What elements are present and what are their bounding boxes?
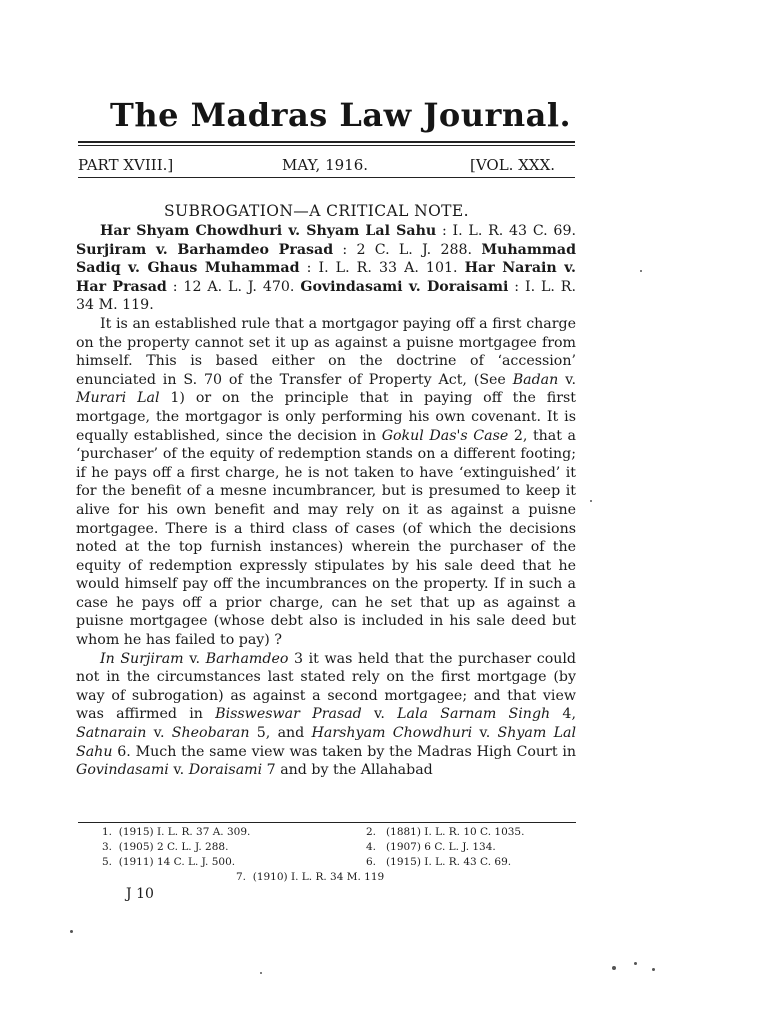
paragraph-text: 4,: [550, 706, 576, 723]
paragraph-2: [76, 650, 576, 780]
footnote-row: [86, 840, 586, 855]
footnote-text: (1910) I. L. R. 34 M. 119: [252, 871, 385, 883]
issue-date: MAY, 1916.: [282, 156, 369, 174]
paragraph-text: 2, that a ‘purchaser’ of the equity of redemption stands on a different footing; if he pays off a first charge, he is not taken to have ‘extinguished’ it for the benefit of a mesne incumbrancer, but is presumed to keep it alive for his own benefit and may rely on it as against a puisne mortgagee. There is a third class of cases (of which the decisions noted at the top furnish instances) wherein the purchaser of the equity of redemption expressly stipulates by his sale deed that he would himself pay off the incumbrances on the property. If in such a case he pays off a prior charge, can he set that up as against a puisne mortgagee (whose debt also is included in his sale deed but whom he has failed to pay) ?: [76, 427, 576, 649]
case-name: Barhamdeo: [205, 650, 289, 667]
header-rule: [78, 141, 575, 143]
footnote-6: [366, 855, 511, 870]
issue-rule: [78, 177, 575, 178]
scan-speck: [260, 972, 262, 974]
paragraph-text: It is an established rule that a mortgagor paying off a first charge on the property cannot set it up as against a puisne mortgagee from himself. This is based either on the doctrine of ‘accession’ enunciated in S. 70 of the Transfer of Property Act, (See: [76, 315, 576, 388]
case-citation: I. L. R. 34 M. 119.: [76, 278, 576, 314]
paragraph-text: 3 it was held that the purchaser could not in the circumstances last stated rely on the first mortgage (by way of subrogation) as against a second mortgagee; and that view was affirmed in: [76, 650, 576, 723]
footnotes: [86, 825, 586, 885]
footnote-5: [102, 855, 235, 870]
case-name: Murari Lal: [76, 390, 160, 407]
case-parties: Surjiram v. Barhamdeo Prasad: [76, 241, 334, 258]
footnote-number: 4.: [366, 841, 377, 853]
footnote-text: (1915) I. L. R. 43 C. 69.: [386, 856, 512, 868]
scan-speck: [652, 968, 655, 971]
footnote-number: 3.: [102, 841, 113, 853]
case-citation: I. L. R. 33 A. 101.: [318, 260, 458, 277]
footnote-text: (1881) I. L. R. 10 C. 1035.: [386, 826, 525, 838]
footnote-text: (1915) I. L. R. 37 A. 309.: [118, 826, 251, 838]
case-name: Satnarain: [76, 725, 147, 742]
footnote-number: 7.: [236, 871, 247, 883]
case-citation: 2 C. L. J. 288.: [356, 241, 473, 258]
footnote-number: 1.: [102, 826, 113, 838]
issue-volume: [VOL. XXX.: [470, 156, 556, 174]
article-title: SUBROGATION—A CRITICAL NOTE.: [164, 202, 469, 220]
case-parties: Har Shyam Chowdhuri v. Shyam Lal Sahu: [100, 223, 437, 239]
scan-speck: [590, 500, 592, 502]
article-body: [76, 222, 576, 780]
cases-cited: Har Shyam Chowdhuri v. Shyam Lal Sahu : I. L. R. 43 C. 69. Surjiram v. Barhamdeo Prasad : 2 C. L. J. 288. Muhammad Sadiq v. Ghaus Muhammad : I. L. R. 33 A. 101. Har Narain v. Har Prasad : 12 A. L. J. 470. Govindasami v. Doraisami : I. L. R. 34 M. 119.: [76, 223, 576, 314]
versus: v.: [558, 371, 576, 388]
footnote-text: (1907) 6 C. L. J. 134.: [386, 841, 496, 853]
footnote-4: [366, 840, 496, 855]
versus: v.: [361, 706, 398, 723]
paragraph-text: 7 and by the Allahabad: [262, 762, 433, 779]
footnote-rule: [78, 822, 576, 823]
paragraph-text: 6. Much the same view was taken by the Madras High Court in: [112, 743, 576, 760]
case-parties: Muhammad Sadiq v. Ghaus Muhammad: [76, 241, 576, 277]
footnote-text: (1911) 14 C. L. J. 500.: [118, 856, 236, 868]
versus: v.: [146, 725, 172, 742]
case-name: Bissweswar Prasad: [215, 706, 362, 723]
case-name: Sheobaran: [171, 725, 250, 742]
footnote-number: 5.: [102, 856, 113, 868]
case-name: Badan: [512, 371, 559, 388]
case-name: In Surjiram: [100, 650, 184, 667]
footnote-row: [86, 855, 586, 870]
case-parties: Govindasami v. Doraisami: [300, 278, 509, 295]
case-citation: 12 A. L. J. 470.: [183, 278, 295, 295]
issue-part: PART XVIII.]: [78, 156, 174, 174]
versus: v.: [183, 650, 206, 667]
versus: v.: [168, 762, 189, 779]
versus: v.: [472, 725, 498, 742]
case-name: Shyam Lal Sahu: [76, 725, 576, 760]
case-name: Lala Sarnam Singh: [397, 706, 551, 723]
paragraph-text: 1) or on the principle that in paying off the first mortgage, the mortgagor is only performing his own covenant. It is equally established, since the decision in: [76, 390, 576, 444]
case-citation: I. L. R. 43 C. 69.: [452, 223, 576, 239]
scan-speck: [640, 270, 642, 272]
scan-speck: [634, 962, 637, 965]
footnote-1: [102, 825, 250, 840]
case-name: Gokul Das's Case: [381, 427, 509, 444]
case-name: Harshyam Chowdhuri: [311, 725, 473, 742]
case-parties: Har Narain v. Har Prasad: [76, 260, 576, 295]
printer-signature: J 10: [126, 886, 154, 902]
header-rule-thin: [78, 145, 575, 146]
footnote-7: [236, 870, 384, 885]
footnote-row: [86, 825, 586, 840]
scan-speck: [70, 930, 73, 933]
paragraph-1: [76, 315, 576, 650]
case-name: Govindasami: [76, 762, 169, 779]
case-name: Doraisami: [188, 762, 263, 779]
footnote-row: [86, 870, 586, 885]
footnote-2: [366, 825, 524, 840]
footnote-number: 2.: [366, 826, 377, 838]
footnote-3: [102, 840, 228, 855]
paragraph-text: 5, and: [249, 725, 312, 742]
footnote-text: (1905) 2 C. L. J. 288.: [118, 841, 229, 853]
footnote-number: 6.: [366, 856, 377, 868]
journal-title: The Madras Law Journal.: [110, 96, 572, 134]
scan-speck: [612, 966, 616, 970]
